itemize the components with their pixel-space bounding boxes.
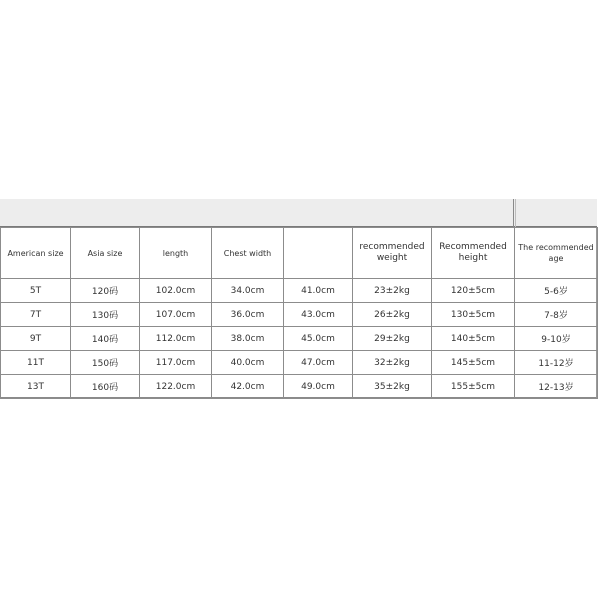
- cell-weight: 35±2kg: [353, 375, 432, 399]
- cell-age: 7-8岁: [515, 303, 598, 327]
- cell-unlabeled-measure: 47.0cm: [284, 351, 353, 375]
- cell-length: 117.0cm: [140, 351, 212, 375]
- cell-unlabeled-measure: 49.0cm: [284, 375, 353, 399]
- cell-chest-width: 38.0cm: [212, 327, 284, 351]
- cell-asia-size: 140码: [71, 327, 140, 351]
- header-recommended-age: The recommended age: [515, 228, 598, 279]
- cell-length: 122.0cm: [140, 375, 212, 399]
- table-row: [1, 375, 598, 399]
- header-chest-width: Chest width: [212, 228, 284, 279]
- banner-divider: [513, 199, 516, 227]
- cell-chest-width: 42.0cm: [212, 375, 284, 399]
- cell-american-size: 13T: [1, 375, 71, 399]
- cell-chest-width: 34.0cm: [212, 279, 284, 303]
- header-asia-size: Asia size: [71, 228, 140, 279]
- table-row: [1, 327, 598, 351]
- table-row: [1, 351, 598, 375]
- size-chart-table: [0, 227, 598, 399]
- cell-asia-size: 160码: [71, 375, 140, 399]
- cell-length: 107.0cm: [140, 303, 212, 327]
- header-recommended-weight: recommended weight: [353, 228, 432, 279]
- cell-age: 12-13岁: [515, 375, 598, 399]
- cell-length: 102.0cm: [140, 279, 212, 303]
- cell-asia-size: 120码: [71, 279, 140, 303]
- header-american-size: American size: [1, 228, 71, 279]
- cell-height: 145±5cm: [432, 351, 515, 375]
- cell-height: 130±5cm: [432, 303, 515, 327]
- cell-height: 155±5cm: [432, 375, 515, 399]
- cell-american-size: 9T: [1, 327, 71, 351]
- cell-weight: 29±2kg: [353, 327, 432, 351]
- cell-unlabeled-measure: 41.0cm: [284, 279, 353, 303]
- table-row: [1, 303, 598, 327]
- cell-height: 140±5cm: [432, 327, 515, 351]
- header-recommended-height: Recommended height: [432, 228, 515, 279]
- header-blank: [284, 228, 353, 279]
- cell-chest-width: 36.0cm: [212, 303, 284, 327]
- cell-weight: 23±2kg: [353, 279, 432, 303]
- cell-american-size: 5T: [1, 279, 71, 303]
- size-chart-banner: [0, 199, 597, 227]
- cell-weight: 26±2kg: [353, 303, 432, 327]
- cell-chest-width: 40.0cm: [212, 351, 284, 375]
- cell-weight: 32±2kg: [353, 351, 432, 375]
- cell-height: 120±5cm: [432, 279, 515, 303]
- cell-age: 5-6岁: [515, 279, 598, 303]
- cell-unlabeled-measure: 45.0cm: [284, 327, 353, 351]
- table-header-row: [1, 228, 598, 279]
- cell-age: 11-12岁: [515, 351, 598, 375]
- cell-american-size: 7T: [1, 303, 71, 327]
- cell-length: 112.0cm: [140, 327, 212, 351]
- table-row: [1, 279, 598, 303]
- cell-american-size: 11T: [1, 351, 71, 375]
- header-length: length: [140, 228, 212, 279]
- cell-unlabeled-measure: 43.0cm: [284, 303, 353, 327]
- cell-asia-size: 130码: [71, 303, 140, 327]
- cell-age: 9-10岁: [515, 327, 598, 351]
- cell-asia-size: 150码: [71, 351, 140, 375]
